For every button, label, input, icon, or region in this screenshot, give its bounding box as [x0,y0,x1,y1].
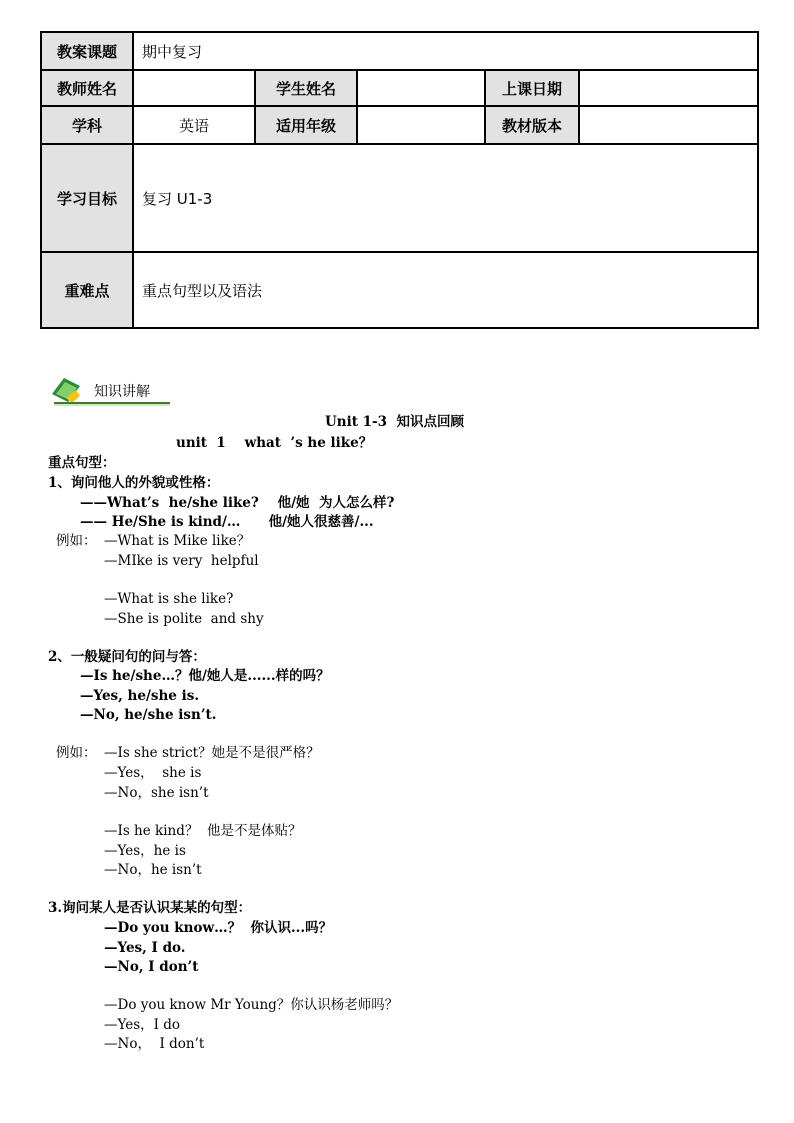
s2-question: —Is he/she…？他/她人是......样的吗？ [80,668,330,684]
s1-question: ——What’s he/she like? 他/她 为人怎么样? [80,495,395,511]
key-patterns-heading: 重点句型： [48,455,116,471]
s3-question: —Do you know…？ 你认识...吗？ [104,920,333,936]
section-2-heading: 2、一般疑问句的问与答： [48,649,206,665]
class-date-value [579,70,758,106]
s2-yes: —Yes, he/she is. [80,688,200,704]
student-name-value [357,70,485,106]
s1-example-line: —What is Mike like？ [104,533,251,549]
topic-label: 教案课题 [41,32,133,70]
teacher-name-label: 教师姓名 [41,70,133,106]
s1-answer: —— He/She is kind/… 他/她人很慈善/... [80,514,374,530]
subject-label: 学科 [41,106,133,144]
section-title: Unit 1-3 知识点回顾 [325,414,464,430]
grade-value [357,106,485,144]
s3-example-line: —No， I don’t [104,1036,205,1052]
s3-no: —No, I don’t [104,959,199,975]
s2-example-label: 例如： [56,745,97,761]
s2-example-line: —No，she isn’t [104,785,209,801]
s3-example-line: —Yes，I do [104,1017,181,1033]
s2-example-line: —Yes， she is [104,765,202,781]
edition-label: 教材版本 [485,106,579,144]
edition-value [579,106,758,144]
topic-value: 期中复习 [133,32,758,70]
section-3-heading: 3.询问某人是否认识某某的句型： [48,900,252,916]
s2-example-line: —Is he kind？ 他是不是体贴？ [104,823,302,839]
s2-example-line: —No，he isn’t [104,862,202,878]
key-points-value: 重点句型以及语法 [133,252,758,328]
teacher-name-value [133,70,255,106]
student-name-label: 学生姓名 [255,70,357,106]
learning-goal-label: 学习目标 [41,144,133,252]
key-points-label: 重难点 [41,252,133,328]
s1-example-line: —She is polite and shy [104,611,264,627]
learning-goal-value: 复习 U1-3 [133,144,758,252]
unit-title: unit 1 what ’s he like？ [176,435,373,451]
s3-example-line: —Do you know Mr Young？你认识杨老师吗？ [104,997,399,1013]
s1-example-line: —MIke is very helpful [104,553,259,569]
s1-example-label: 例如： [56,533,97,549]
subject-value: 英语 [133,106,255,144]
s2-example-line: —Yes，he is [104,843,186,859]
s2-no: —No, he/she isn’t. [80,707,217,723]
section-1-heading: 1、询问他人的外貌或性格： [48,475,220,491]
lesson-info-table [40,31,759,329]
section-banner-label: 知识讲解 [94,384,150,400]
class-date-label: 上课日期 [485,70,579,106]
s2-example-line: —Is she strict？她是不是很严格？ [104,745,320,761]
grade-label: 适用年级 [255,106,357,144]
s1-example-line: —What is she like? [104,591,234,607]
s3-yes: —Yes, I do. [104,940,186,956]
